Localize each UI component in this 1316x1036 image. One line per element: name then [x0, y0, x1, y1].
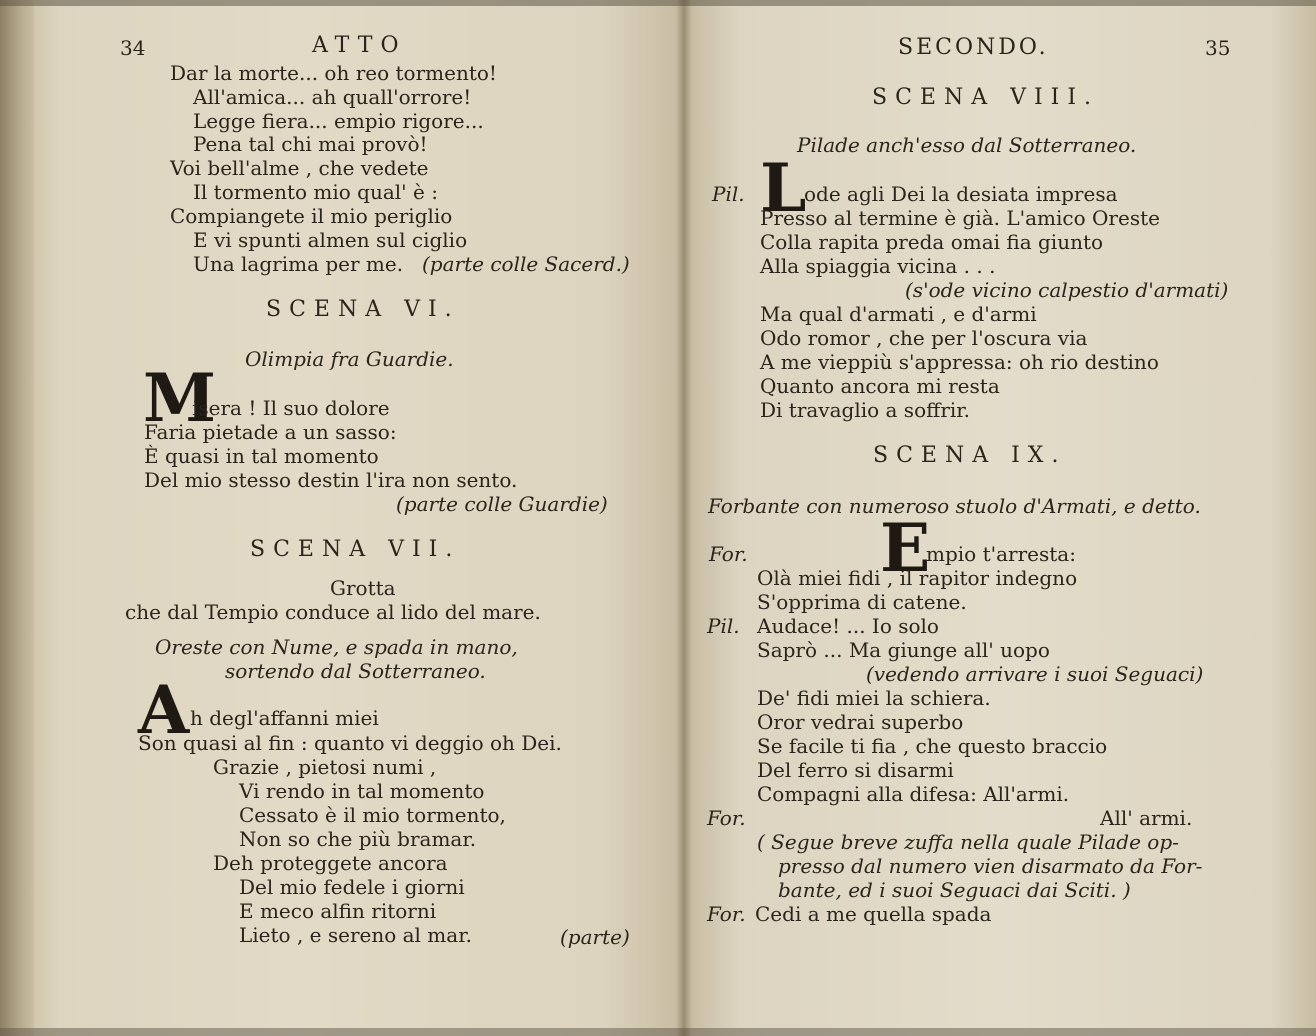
scene-subtitle: Oreste con Nume, e spada in mano, [155, 635, 518, 659]
stage-direction: ( Segue breve zuffa nella quale Pilade op- [757, 830, 1179, 854]
verse-line: Alla spiaggia vicina . . . [760, 254, 996, 278]
verse-line: Compagni alla difesa: All'armi. [757, 782, 1070, 806]
stage-direction: bante, ed i suoi Seguaci dai Sciti. ) [778, 878, 1131, 902]
verse-line: isera ! Il suo dolore [192, 396, 390, 420]
verse-line: Non so che più bramar. [239, 827, 477, 851]
stage-direction: (vedendo arrivare i suoi Seguaci) [866, 662, 1204, 686]
page-edge-bottom [0, 1028, 1316, 1036]
scene-setting: Grotta [330, 576, 396, 600]
right-running-head: SECONDO. [898, 35, 1049, 60]
verse-line: Compiangete il mio periglio [170, 204, 453, 228]
page-edge-top [0, 0, 1316, 6]
right-page-number: 35 [1205, 36, 1231, 60]
verse-line: Voi bell'alme , che vedete [170, 156, 429, 180]
verse-line: Ma qual d'armati , e d'armi [760, 302, 1037, 326]
verse-line: Oror vedrai superbo [757, 710, 964, 734]
verse-line: Deh proteggete ancora [213, 851, 448, 875]
verse-line: Grazie , pietosi numi , [213, 755, 437, 779]
stage-direction: (parte) [560, 925, 630, 949]
verse-line: E vi spunti almen sul ciglio [193, 228, 468, 252]
verse-line: A me vieppiù s'appressa: oh rio destino [760, 350, 1159, 374]
verse-line: Del mio stesso destin l'ira non sento. [144, 468, 518, 492]
speaker-label: For. [707, 806, 746, 830]
scene-setting: che dal Tempio conduce al lido del mare. [125, 600, 541, 624]
stage-direction: (s'ode vicino calpestio d'armati) [905, 278, 1229, 302]
verse-line: Cessato è il mio tormento, [239, 803, 506, 827]
speaker-label: Pil. [712, 182, 745, 206]
verse-line: Lieto , e sereno al mar. [239, 923, 472, 947]
book-gutter [676, 0, 692, 1036]
verse-line: Se facile ti fia , che questo braccio [757, 734, 1108, 758]
verse-line: Olà miei fidi , il rapitor indegno [757, 566, 1078, 590]
verse-line: Colla rapita preda omai fia giunto [760, 230, 1104, 254]
scene-heading: SCENA VIII. [872, 85, 1100, 110]
scene-heading: SCENA VII. [250, 537, 461, 562]
speaker-label: Pil. [707, 614, 740, 638]
verse-line: Odo romor , che per l'oscura via [760, 326, 1088, 350]
drop-cap: M [143, 359, 217, 437]
stage-direction: (parte colle Guardie) [396, 492, 608, 516]
page-edge-left [0, 0, 34, 1036]
scene-subtitle: Forbante con numeroso stuolo d'Armati, e detto. [708, 494, 1201, 518]
speaker-label: For. [707, 902, 746, 926]
verse-line: Vi rendo in tal momento [239, 779, 485, 803]
verse-line: All' armi. [1100, 806, 1193, 830]
verse-line: S'opprima di catene. [757, 590, 967, 614]
verse-line: Faria pietade a un sasso: [144, 420, 397, 444]
verse-line: Saprò ... Ma giunge all' uopo [757, 638, 1050, 662]
stage-direction: presso dal numero vien disarmato da For- [778, 854, 1203, 878]
verse-line: ode agli Dei la desiata impresa [804, 182, 1118, 206]
verse-line: Una lagrima per me. [193, 252, 404, 276]
verse-line: Son quasi al fin : quanto vi deggio oh Dei. [138, 731, 562, 755]
verse-line: Legge fiera... empio rigore... [193, 109, 484, 133]
verse-line: Quanto ancora mi resta [760, 374, 1000, 398]
verse-line: È quasi in tal momento [144, 444, 379, 468]
drop-cap: E [880, 509, 931, 587]
scene-subtitle: sortendo dal Sotterraneo. [225, 659, 486, 683]
left-page-number: 34 [120, 36, 146, 60]
verse-line: Di travaglio a soffrir. [760, 398, 970, 422]
verse-line: Audace! ... Io solo [757, 614, 939, 638]
verse-line: Pena tal chi mai provò! [193, 132, 428, 156]
scene-subtitle: Pilade anch'esso dal Sotterraneo. [797, 133, 1137, 157]
left-running-head: ATTO [312, 33, 407, 58]
speaker-label: For. [709, 542, 748, 566]
verse-line: E meco alfin ritorni [239, 899, 437, 923]
stage-direction: (parte colle Sacerd.) [422, 252, 630, 276]
scene-heading: SCENA VI. [266, 297, 460, 322]
drop-cap: A [138, 671, 190, 749]
verse-line: h degl'affanni miei [190, 706, 379, 730]
verse-line: De' fidi miei la schiera. [757, 686, 991, 710]
verse-line: Del mio fedele i giorni [239, 875, 465, 899]
verse-line: mpio t'arresta: [926, 542, 1076, 566]
verse-line: Presso al termine è già. L'amico Oreste [760, 206, 1160, 230]
scene-heading: SCENA IX. [873, 443, 1067, 468]
verse-line: Del ferro si disarmi [757, 758, 954, 782]
drop-cap: L [760, 149, 807, 227]
verse-line: All'amica... ah quall'orrore! [193, 85, 472, 109]
verse-line: Cedi a me quella spada [755, 902, 992, 926]
verse-line: Il tormento mio qual' è : [193, 180, 438, 204]
verse-line: Dar la morte... oh reo tormento! [170, 61, 497, 85]
scene-subtitle: Olimpia fra Guardie. [245, 347, 454, 371]
